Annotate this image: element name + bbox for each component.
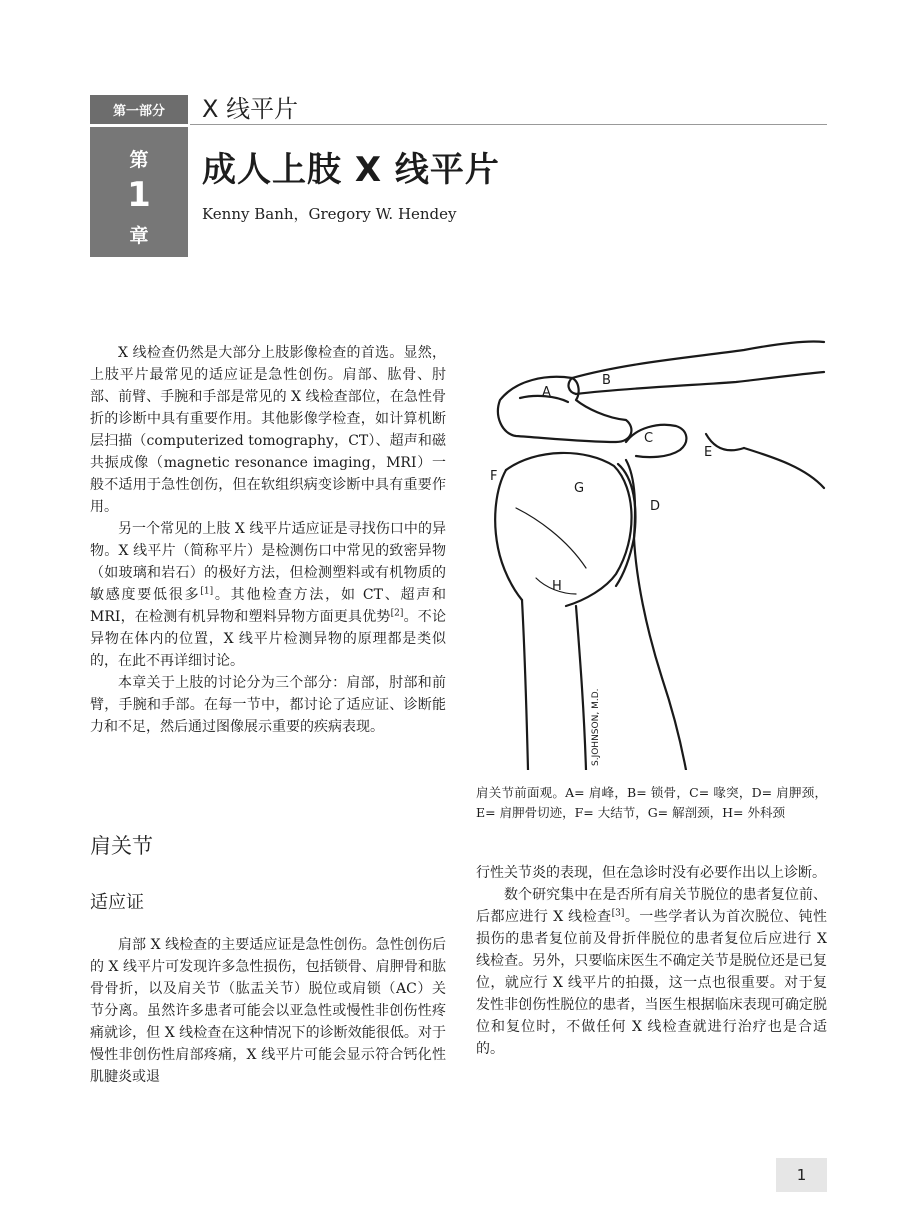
indications-text bbox=[90, 934, 446, 1088]
intro-text bbox=[90, 342, 446, 738]
part-label: 第一部分 bbox=[90, 95, 188, 124]
text-run: 。一些学者认为首次脱位、钝性损伤的患者复位前及骨折伴脱位的患者复位后应进行 X 线检查。另外，只要临床医生不确定关节是脱位还是已复位，就应行 X 线平片的拍摄，这一点也很重要。对于复发性非创伤性脱位的患者，当医生根据临床表现可确定脱位和复位时，不做任何 X 线检查就进行治疗也是合适的。 bbox=[476, 909, 827, 1057]
label-f: F bbox=[490, 469, 498, 484]
chapter-title: 成人上肢 X 线平片 bbox=[202, 150, 500, 190]
label-a: A bbox=[542, 385, 551, 400]
illustrator-signature: S.JOHNSON, M.D. bbox=[591, 688, 601, 766]
intro-paragraph-1: X 线检查仍然是大部分上肢影像检查的首选。显然，上肢平片最常见的适应证是急性创伤。肩部、肱骨、肘部、前臂、手腕和手部是常见的 X 线检查部位，在急性骨折的诊断中具有重要作用。其他影像学检查，如计算机断层扫描（computerized tomography，CT）、超声和磁共振成像（magnetic resonance imaging，MRI）一般不适用于急性创伤，但在软组织病变诊断中具有重要作用。 bbox=[90, 345, 446, 515]
chapter-prefix: 第 bbox=[129, 149, 149, 171]
shoulder-illustration bbox=[476, 338, 827, 770]
citation: [3] bbox=[611, 908, 625, 919]
intro-paragraph-3: 本章关于上肢的讨论分为三个部分：肩部，肘部和前臂，手腕和手部。在每一节中，都讨论了适应证、诊断能力和不足，然后通过图像展示重要的疾病表现。 bbox=[90, 675, 446, 735]
subsection-heading: 适应证 bbox=[90, 892, 144, 913]
indications-text-continued bbox=[476, 862, 827, 1060]
section-heading: 肩关节 bbox=[90, 834, 153, 858]
label-e: E bbox=[704, 445, 713, 460]
header-rule bbox=[190, 124, 827, 125]
label-c: C bbox=[644, 431, 654, 446]
citation: [1] bbox=[200, 586, 214, 597]
chapter-suffix: 章 bbox=[129, 225, 149, 247]
chapter-number: 1 bbox=[127, 175, 151, 215]
shoulder-drawing bbox=[476, 338, 827, 770]
text-run: 数个研究集中在是否所有肩关节脱位的患者复位前、后都应进行 X 线检查 bbox=[476, 887, 827, 925]
figure-caption: 肩关节前面观。A= 肩峰，B= 锁骨，C= 喙突，D= 肩胛颈，E= 肩胛骨切迹，F= 大结节，G= 解剖颈，H= 外科颈 bbox=[476, 785, 827, 820]
intro-paragraph-2 bbox=[90, 518, 446, 672]
chapter-authors: Kenny Banh，Gregory W. Hendey bbox=[202, 205, 457, 223]
label-d: D bbox=[650, 499, 661, 514]
indications-paragraph-2 bbox=[476, 884, 827, 1060]
text-run: 。不论异物在体内的位置，X 线平片检测异物的原理都是类似的，在此不再详细讨论。 bbox=[90, 609, 447, 669]
text-run: 另一个常见的上肢 X 线平片适应证是寻找伤口中的异物。X 线平片（简称平片）是检测伤口中常见的致密异物（如玻璃和岩石）的极好方法，但检测塑料或有机物质的敏感度要低很多 bbox=[90, 521, 446, 603]
page-number: 1 bbox=[776, 1158, 827, 1192]
indications-paragraph-1: 肩部 X 线检查的主要适应证是急性创伤。急性创伤后的 X 线平片可发现许多急性损伤，包括锁骨、肩胛骨和肱骨骨折，以及肩关节（肱盂关节）脱位或肩锁（AC）关节分离。虽然许多患者可能会以亚急性或慢性非创伤性疼痛就诊，但 X 线检查在这种情况下的诊断效能很低。对于慢性非创伤性肩部疼痛，X 线平片可能会显示符合钙化性肌腱炎或退 bbox=[90, 937, 446, 1085]
label-h: H bbox=[552, 579, 562, 594]
label-b: B bbox=[602, 373, 611, 388]
chapter-badge bbox=[90, 127, 188, 257]
part-title: X 线平片 bbox=[202, 95, 299, 123]
label-g: G bbox=[574, 481, 585, 496]
indications-paragraph-1-continued: 行性关节炎的表现，但在急诊时没有必要作出以上诊断。 bbox=[476, 865, 826, 881]
text-run: 。其他检查方法，如 CT、超声和 MRI，在检测有机异物和塑料异物方面更具优势 bbox=[90, 587, 447, 625]
citation: [2] bbox=[390, 608, 404, 619]
